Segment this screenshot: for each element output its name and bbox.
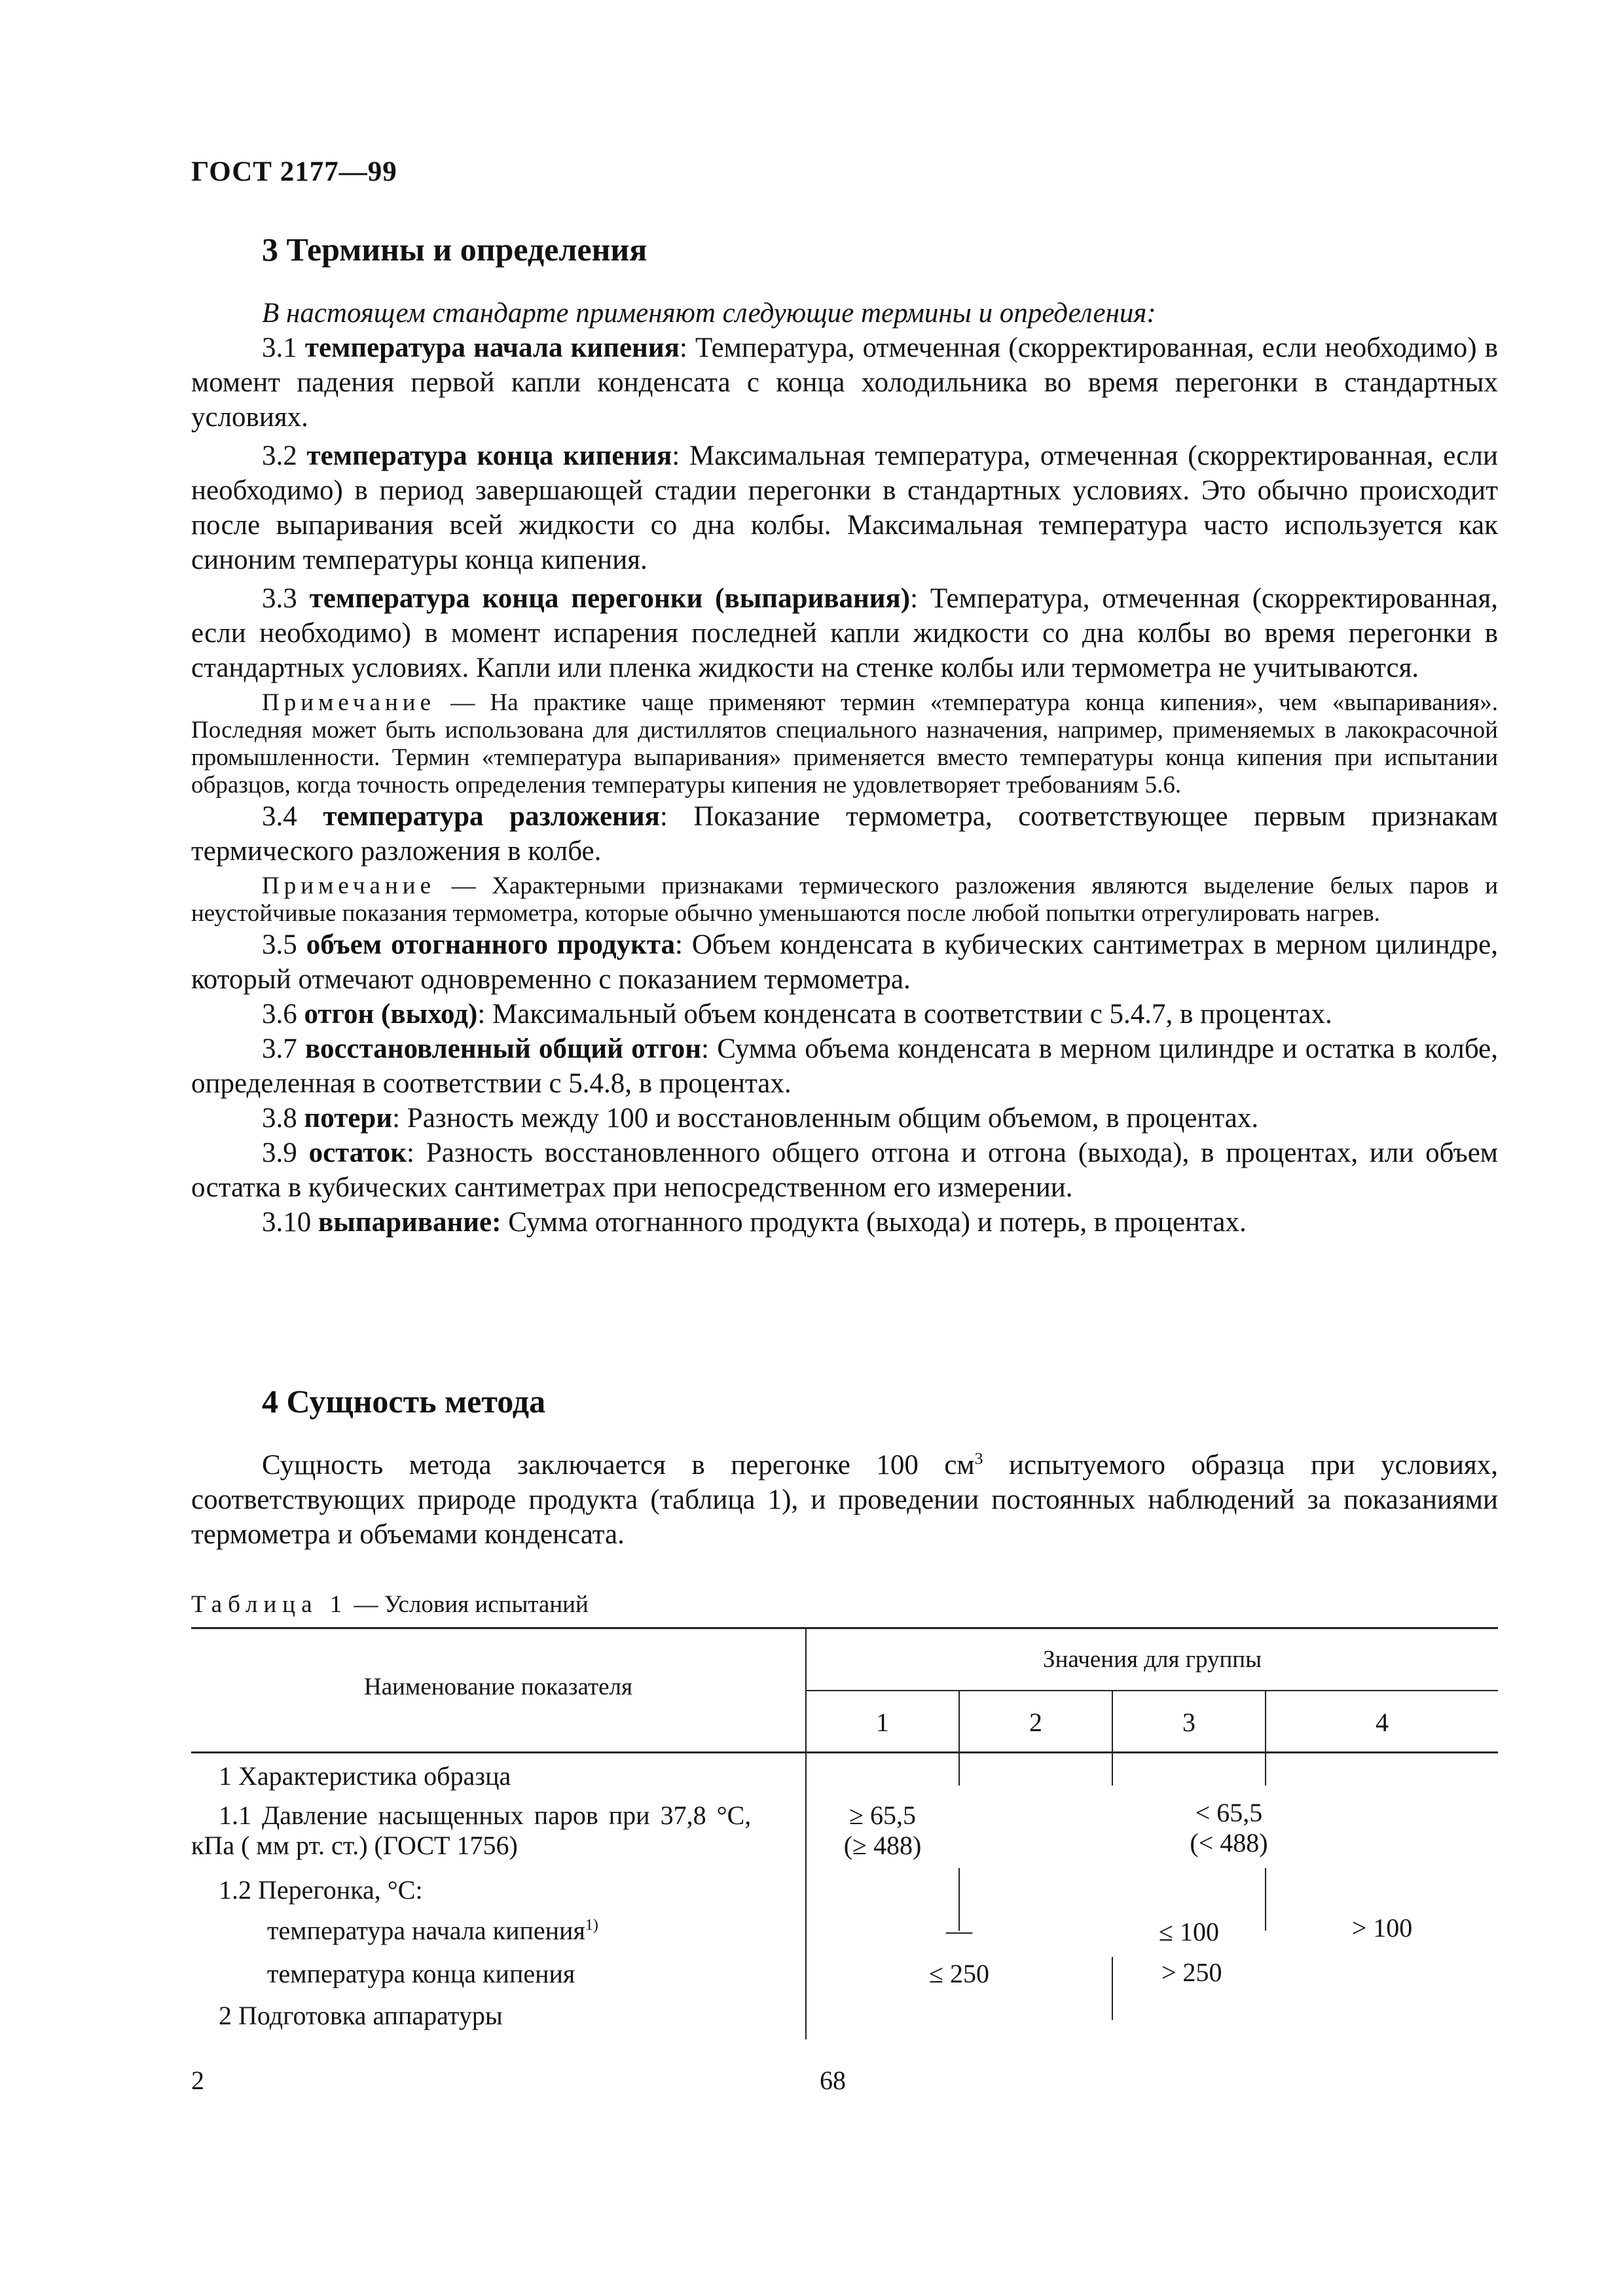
term-3-4: 3.4 температура разложения: Показание термометра, соответствующее первым признакам термического разложения в колбе.	[191, 801, 1498, 867]
page-number-left: 2	[191, 2066, 204, 2095]
term-3-2: 3.2 температура конца кипения: Максимальная температура, отмеченная (скорректированная, если необходимо) в период завершающей стадии перегонки в стандартных условиях. Это обычно происходит после выпаривания всей жидкости со дна колбы. Максимальная температура часто используется как синоним температуры конца кипения.	[191, 440, 1498, 575]
table-col-divider	[805, 1751, 807, 2039]
term-3-5: 3.5 объем отогнанного продукта: Объем конденсата в кубических сантиметрах в мерном цилиндре, который отмечают одновременно с показанием термометра.	[191, 929, 1498, 995]
row-1-2b-g34: > 250	[1161, 1958, 1222, 1987]
section-3-body	[191, 296, 1498, 1240]
note-label: Примечание	[262, 872, 435, 899]
row-1-1-g1: ≥ 65,5	[849, 1801, 916, 1830]
table-caption: Таблица 1 — Условия испытаний	[191, 1591, 589, 1618]
table-col-divider	[1112, 1751, 1113, 1785]
term-3-10: 3.10 выпаривание: Сумма отогнанного продукта (выхода) и потерь, в процентах.	[262, 1207, 1247, 1238]
table-header-rule	[191, 1751, 1498, 1753]
table-group-rule	[805, 1690, 1498, 1691]
section-4-title: 4 Сущность метода	[262, 1383, 546, 1420]
note-label: Примечание	[262, 689, 435, 716]
row-1-label: 1 Характеристика образца	[219, 1761, 511, 1791]
group-1: 1	[876, 1708, 889, 1737]
row-1-2b-label: температура конца кипения	[267, 1959, 575, 1988]
term-3-6: 3.6 отгон (выход): Максимальный объем конденсата в соответствии с 5.4.7, в процентах.	[262, 999, 1332, 1030]
row-1-1-g1-mmhg: (≥ 488)	[843, 1831, 922, 1860]
row-1-2a-label: температура начала кипения$^{1)}$	[267, 1916, 598, 1945]
head-name: Наименование показателя	[363, 1674, 633, 1700]
section-3-title: 3 Термины и определения	[262, 231, 647, 268]
note-2: Примечание — Характерными признаками термического разложения являются выделение белых паров и неустойчивые показания термометра, которые обычно уменьшаются после любой попытки отрегулировать нагрев.	[191, 872, 1498, 927]
table-col-divider	[1265, 1751, 1266, 1785]
table-col-divider	[958, 1751, 960, 1785]
section-4-body	[191, 1448, 1498, 1552]
row-1-2a-g3: ≤ 100	[1159, 1917, 1219, 1946]
table-col-divider	[1112, 1957, 1113, 2020]
test-conditions-table	[191, 1627, 1498, 2039]
row-1-1-g234: < 65,5	[1195, 1798, 1263, 1827]
group-2: 2	[1029, 1708, 1042, 1737]
row-1-1-label: 1.1 Давление насыщенных паров при 37,8 °С,	[219, 1801, 752, 1830]
standard-code: ГОСТ 2177—99	[191, 156, 397, 187]
row-1-2a-g4: > 100	[1351, 1913, 1413, 1943]
table-top-rule	[191, 1627, 1498, 1629]
note-1: Примечание — На практике чаще применяют термин «температура конца кипения», чем «выпаривания». Последняя может быть использована для дистиллятов специального назначения, например, применяемых в лакокрасочной промышленности. Термин «температура выпаривания» применяется вместо температуры конца кипения при испытании образцов, когда точность определения температуры кипения не удовлетворяет требованиям 5.6.	[191, 689, 1498, 798]
term-3-3: 3.3 температура конца перегонки (выпаривания): Температура, отмеченная (скорректированная, если необходимо) в момент испарения последней капли жидкости со дна колбы во время перегонки в стандартных условиях. Капли или пленка жидкости на стенке колбы или термометра не учитываются.	[191, 583, 1499, 683]
page-number-center: 68	[820, 2066, 846, 2095]
section-3-intro: В настоящем стандарте применяют следующие термины и определения:	[262, 298, 1156, 329]
term-3-7: 3.7 восстановленный общий отгон: Сумма объема конденсата в мерном цилиндре и остатка в колбе, определенная в соответствии с 5.4.8, в процентах.	[191, 1033, 1498, 1099]
term-3-1: 3.1 температура начала кипения: Температура, отмеченная (скорректированная, если необходимо) в момент падения первой капли конденсата с конца холодильника во время перегонки в стандартных условиях.	[191, 332, 1499, 433]
head-group: Значения для группы	[1043, 1646, 1262, 1673]
row-1-2-label: 1.2 Перегонка, °С:	[219, 1875, 423, 1905]
term-3-9: 3.9 остаток: Разность восстановленного общего отгона и отгона (выхода), в процентах, или объем остатка в кубических сантиметрах при непосредственном его измерении.	[191, 1138, 1499, 1203]
row-1-1-g234-mmhg: (< 488)	[1190, 1828, 1268, 1857]
group-3: 3	[1182, 1708, 1195, 1737]
row-1-2a-g12: —	[946, 1916, 972, 1945]
row-2-label: 2 Подготовка аппаратуры	[219, 2001, 503, 2030]
group-4: 4	[1376, 1708, 1389, 1737]
method-paragraph: Сущность метода заключается в перегонке 100 $см^3$ испытуемого образца при условиях, соответствующих природе продукта (таблица 1), и проведении постоянных наблюдений за показаниями термометра и объемами конденсата.	[191, 1448, 1498, 1550]
term-3-8: 3.8 потери: Разность между 100 и восстановленным общим объемом, в процентах.	[262, 1103, 1259, 1134]
row-1-2b-g12: ≤ 250	[929, 1959, 989, 1988]
row-1-1-label-cont: кПа ( мм рт. ст.) (ГОСТ 1756)	[191, 1831, 518, 1860]
